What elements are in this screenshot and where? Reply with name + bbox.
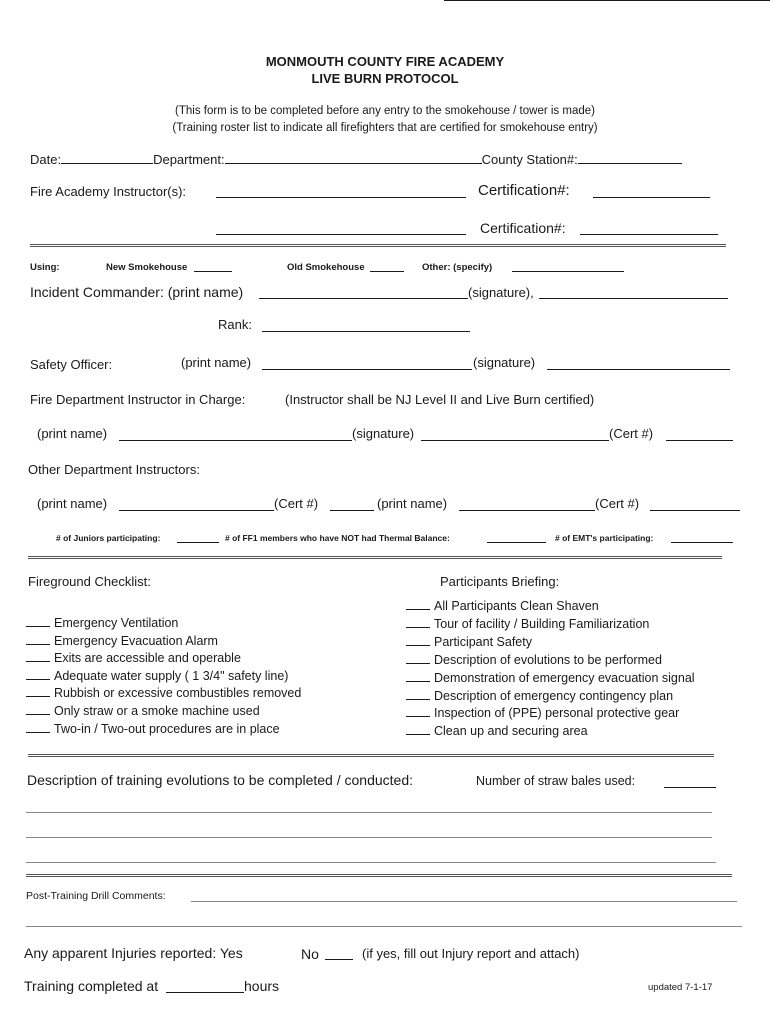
new-smokehouse-label: New Smokehouse <box>106 262 188 273</box>
briefing-item[interactable]: Inspection of (PPE) personal protective gear <box>406 704 695 722</box>
straw-bales-label: Number of straw bales used: <box>476 774 636 788</box>
divider-1 <box>30 244 726 247</box>
old-smokehouse-field[interactable] <box>370 271 404 272</box>
post-training-label: Post-Training Drill Comments: <box>26 890 166 902</box>
safety-print-label: (print name) <box>181 355 252 370</box>
safety-name-field[interactable] <box>262 369 472 370</box>
emts-field[interactable] <box>671 542 733 543</box>
instructor-field-1[interactable] <box>216 197 466 198</box>
date-field[interactable] <box>61 151 153 164</box>
checkbox-blank[interactable] <box>26 632 50 645</box>
injuries-no-label: No <box>301 946 319 962</box>
emts-label: # of EMT's participating: <box>555 533 654 543</box>
fd-print-label: (print name) <box>37 426 108 441</box>
checkbox-blank[interactable] <box>406 597 430 610</box>
instructors-label: Fire Academy Instructor(s): <box>30 184 187 199</box>
certification-label-2: Certification#: <box>480 220 566 236</box>
instruction-note-2: (Training roster list to indicate all firefighters that are certified for smokehouse entry) <box>172 122 598 134</box>
divider-4 <box>26 874 732 877</box>
ic-name-field[interactable] <box>259 298 468 299</box>
checkbox-blank[interactable] <box>26 702 50 715</box>
juniors-label: # of Juniors participating: <box>56 533 161 543</box>
ic-label: Incident Commander: (print name) <box>30 284 244 300</box>
checklist-item[interactable]: Adequate water supply ( 1 3/4" safety line) <box>26 667 301 685</box>
checkbox-blank[interactable] <box>26 684 50 697</box>
evolutions-line-1[interactable] <box>26 812 712 813</box>
other-cert-field-1[interactable] <box>330 510 374 511</box>
safety-signature-label: (signature) <box>473 355 536 370</box>
injuries-no-field[interactable] <box>325 959 353 960</box>
fd-cert-label: (Cert #) <box>609 426 654 441</box>
using-label: Using: <box>30 262 60 273</box>
training-completed-label: Training completed at <box>24 978 159 994</box>
other-label: Other: (specify) <box>422 262 493 273</box>
divider-3 <box>28 754 714 757</box>
checklist-title: Fireground Checklist: <box>28 574 151 589</box>
evolutions-line-3[interactable] <box>26 862 716 863</box>
ic-signature-label: (signature), <box>468 285 534 300</box>
form-subtitle: LIVE BURN PROTOCOL <box>311 71 459 86</box>
certification-field-2[interactable] <box>580 234 718 235</box>
divider-2 <box>28 556 722 559</box>
briefing-item[interactable]: Participant Safety <box>406 633 695 651</box>
ff1-field[interactable] <box>487 542 546 543</box>
ic-signature-field[interactable] <box>539 298 728 299</box>
checklist <box>26 614 301 737</box>
checkbox-blank[interactable] <box>26 667 50 680</box>
post-training-field[interactable] <box>191 901 737 902</box>
other-print-label-1: (print name) <box>37 496 108 511</box>
checkbox-blank[interactable] <box>26 614 50 627</box>
rank-field[interactable] <box>262 331 470 332</box>
checkbox-blank[interactable] <box>406 669 430 682</box>
checklist-item[interactable]: Only straw or a smoke machine used <box>26 702 301 720</box>
safety-signature-field[interactable] <box>547 369 730 370</box>
checkbox-blank[interactable] <box>406 704 430 717</box>
instruction-note-1: (This form is to be completed before any entry to the smokehouse / tower is made) <box>175 105 595 117</box>
juniors-field[interactable] <box>177 542 219 543</box>
other-cert-label-1: (Cert #) <box>274 496 319 511</box>
checkbox-blank[interactable] <box>406 687 430 700</box>
certification-label-1: Certification#: <box>478 182 570 199</box>
post-training-line-2[interactable] <box>26 926 742 927</box>
briefing-title: Participants Briefing: <box>440 574 560 589</box>
checklist-item[interactable]: Emergency Evacuation Alarm <box>26 632 301 650</box>
fd-signature-field[interactable] <box>421 440 609 441</box>
other-instructors-label: Other Department Instructors: <box>28 462 200 477</box>
checkbox-blank[interactable] <box>26 649 50 662</box>
fd-cert-field[interactable] <box>666 440 733 441</box>
checklist-item[interactable]: Rubbish or excessive combustibles removed <box>26 684 301 702</box>
checkbox-blank[interactable] <box>26 720 50 733</box>
briefing-item[interactable]: Description of emergency contingency plan <box>406 687 695 705</box>
rank-label: Rank: <box>218 317 252 332</box>
county-station-label: County Station#: <box>481 152 578 167</box>
injury-note: (if yes, fill out Injury report and attach) <box>362 946 580 961</box>
checkbox-blank[interactable] <box>406 633 430 646</box>
fd-instructor-note: (Instructor shall be NJ Level II and Live Burn certified) <box>285 392 595 407</box>
other-print-label-2: (print name) <box>377 496 448 511</box>
fd-name-field[interactable] <box>119 440 352 441</box>
briefing-list <box>406 597 695 740</box>
fd-signature-label: (signature) <box>352 426 415 441</box>
checkbox-blank[interactable] <box>406 615 430 628</box>
checklist-item[interactable]: Emergency Ventilation <box>26 614 301 632</box>
fd-instructor-label: Fire Department Instructor in Charge: <box>30 392 246 407</box>
injuries-label: Any apparent Injuries reported: Yes <box>24 945 243 961</box>
form-title: MONMOUTH COUNTY FIRE ACADEMY <box>265 54 505 69</box>
other-field[interactable] <box>512 271 624 272</box>
training-completed-field[interactable] <box>166 992 244 993</box>
briefing-item[interactable]: Tour of facility / Building Familiarization <box>406 615 695 633</box>
other-cert-field-2[interactable] <box>650 510 740 511</box>
hours-label: hours <box>244 978 280 994</box>
briefing-item[interactable]: All Participants Clean Shaven <box>406 597 695 615</box>
date-label: Date: <box>30 152 62 167</box>
evolutions-line-2[interactable] <box>26 837 712 838</box>
new-smokehouse-field[interactable] <box>194 271 232 272</box>
department-label: Department: <box>153 152 225 167</box>
other-cert-label-2: (Cert #) <box>595 496 640 511</box>
evolutions-label: Description of training evolutions to be completed / conducted: <box>27 772 414 788</box>
old-smokehouse-label: Old Smokehouse <box>287 262 365 273</box>
checkbox-blank[interactable] <box>406 651 430 664</box>
top-rule <box>444 0 770 1</box>
briefing-item[interactable]: Description of evolutions to be performed <box>406 651 695 669</box>
certification-field-1[interactable] <box>593 197 710 198</box>
county-station-field[interactable] <box>578 151 682 164</box>
safety-officer-label: Safety Officer: <box>30 357 113 372</box>
checklist-item[interactable]: Exits are accessible and operable <box>26 649 301 667</box>
checkbox-blank[interactable] <box>406 722 430 735</box>
other-name-field-1[interactable] <box>119 510 274 511</box>
briefing-item[interactable]: Demonstration of emergency evacuation signal <box>406 669 695 687</box>
checklist-item[interactable]: Two-in / Two-out procedures are in place <box>26 720 301 738</box>
date-row <box>30 151 682 167</box>
department-field[interactable] <box>225 151 482 164</box>
ff1-label: # of FF1 members who have NOT had Thermal Balance: <box>225 533 450 543</box>
instructor-field-2[interactable] <box>216 234 466 235</box>
other-name-field-2[interactable] <box>459 510 595 511</box>
straw-bales-field[interactable] <box>664 787 716 788</box>
updated-note: updated 7-1-17 <box>648 982 713 993</box>
briefing-item[interactable]: Clean up and securing area <box>406 722 695 740</box>
